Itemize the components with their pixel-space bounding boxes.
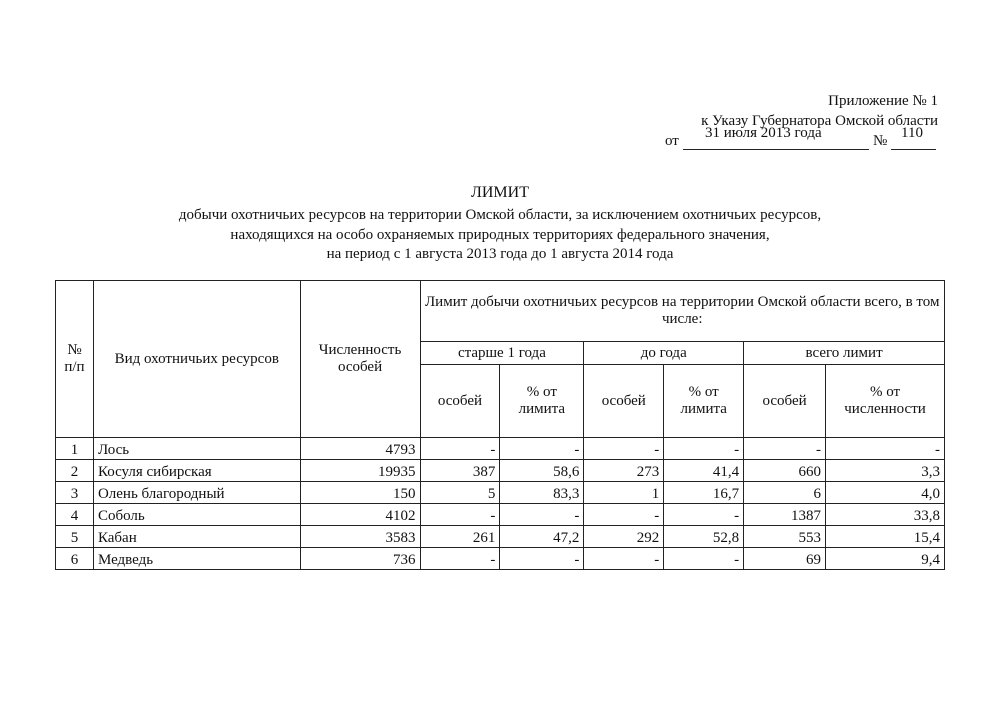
sub-header-older-pct: % от лимита (500, 365, 584, 438)
older-count-cell: - (420, 548, 500, 570)
population-cell: 4793 (300, 438, 420, 460)
young-count-cell: 292 (584, 526, 664, 548)
col-header-population: Численность особей (300, 281, 420, 438)
appendix-number: Приложение № 1 (828, 93, 938, 109)
document-title-line-2: находящихся на особо охраняемых природных территориях федерального значения, (230, 227, 770, 243)
species-name: Соболь (93, 504, 300, 526)
older-pct-cell: 58,6 (500, 460, 584, 482)
document-title-line-3: на период с 1 августа 2013 года до 1 августа 2014 года (326, 246, 674, 262)
sub-header-older-count: особей (420, 365, 500, 438)
table-row (56, 438, 945, 460)
table-row (56, 482, 945, 504)
row-number: 6 (56, 548, 94, 570)
appendix-decree: к Указу Губернатора Омской области (701, 113, 938, 129)
from-label: от (665, 133, 679, 149)
older-count-cell: - (420, 504, 500, 526)
young-count-cell: - (584, 438, 664, 460)
col-header-species: Вид охотничьих ресурсов (93, 281, 300, 438)
total-pct-cell: 33,8 (826, 504, 945, 526)
group-header-total: всего лимит (744, 342, 945, 365)
species-name: Косуля сибирская (93, 460, 300, 482)
older-pct-cell: - (500, 548, 584, 570)
total-pct-cell: 4,0 (826, 482, 945, 504)
young-count-cell: 273 (584, 460, 664, 482)
young-count-cell: - (584, 548, 664, 570)
older-pct-cell: 83,3 (500, 482, 584, 504)
sub-header-young-count: особей (584, 365, 664, 438)
table-row (56, 504, 945, 526)
row-number: 5 (56, 526, 94, 548)
sub-header-young-pct: % от лимита (664, 365, 744, 438)
young-count-cell: - (584, 504, 664, 526)
older-count-cell: 261 (420, 526, 500, 548)
limit-table (55, 280, 945, 570)
young-pct-cell: 41,4 (664, 460, 744, 482)
species-name: Кабан (93, 526, 300, 548)
document-heading: ЛИМИТ (471, 184, 529, 201)
total-count-cell: 69 (744, 548, 826, 570)
population-cell: 4102 (300, 504, 420, 526)
total-pct-cell: 3,3 (826, 460, 945, 482)
row-number: 4 (56, 504, 94, 526)
date-underline (683, 149, 869, 150)
species-name: Лось (93, 438, 300, 460)
species-name: Медведь (93, 548, 300, 570)
total-pct-cell: - (826, 438, 945, 460)
col-header-limit: Лимит добычи охотничьих ресурсов на территории Омской области всего, в том числе: (420, 281, 945, 342)
document-title-line-1: добычи охотничьих ресурсов на территории Омской области, за исключением охотничьих ресурсов, (178, 207, 822, 223)
older-pct-cell: 47,2 (500, 526, 584, 548)
total-count-cell: 1387 (744, 504, 826, 526)
population-cell: 150 (300, 482, 420, 504)
appendix-date-line (665, 125, 940, 153)
total-pct-cell: 9,4 (826, 548, 945, 570)
total-count-cell: 6 (744, 482, 826, 504)
young-pct-cell: - (664, 438, 744, 460)
young-pct-cell: - (664, 504, 744, 526)
sub-header-total-pct: % от численности (826, 365, 945, 438)
sub-header-total-count: особей (744, 365, 826, 438)
older-pct-cell: - (500, 438, 584, 460)
young-pct-cell: - (664, 548, 744, 570)
table-row (56, 548, 945, 570)
older-count-cell: 387 (420, 460, 500, 482)
group-header-young: до года (584, 342, 744, 365)
young-pct-cell: 52,8 (664, 526, 744, 548)
table-row (56, 460, 945, 482)
number-label: № (873, 133, 888, 149)
total-count-cell: - (744, 438, 826, 460)
species-name: Олень благородный (93, 482, 300, 504)
row-number: 1 (56, 438, 94, 460)
older-pct-cell: - (500, 504, 584, 526)
older-count-cell: - (420, 438, 500, 460)
total-count-cell: 660 (744, 460, 826, 482)
older-count-cell: 5 (420, 482, 500, 504)
table-row (56, 526, 945, 548)
young-count-cell: 1 (584, 482, 664, 504)
young-pct-cell: 16,7 (664, 482, 744, 504)
population-cell: 736 (300, 548, 420, 570)
number-underline (891, 149, 936, 150)
decree-number: 110 (901, 125, 923, 141)
row-number: 3 (56, 482, 94, 504)
population-cell: 19935 (300, 460, 420, 482)
row-number: 2 (56, 460, 94, 482)
total-count-cell: 553 (744, 526, 826, 548)
population-cell: 3583 (300, 526, 420, 548)
group-header-older: старше 1 года (420, 342, 584, 365)
col-header-number: № п/п (56, 281, 94, 438)
decree-date: 31 июля 2013 года (705, 125, 822, 141)
total-pct-cell: 15,4 (826, 526, 945, 548)
